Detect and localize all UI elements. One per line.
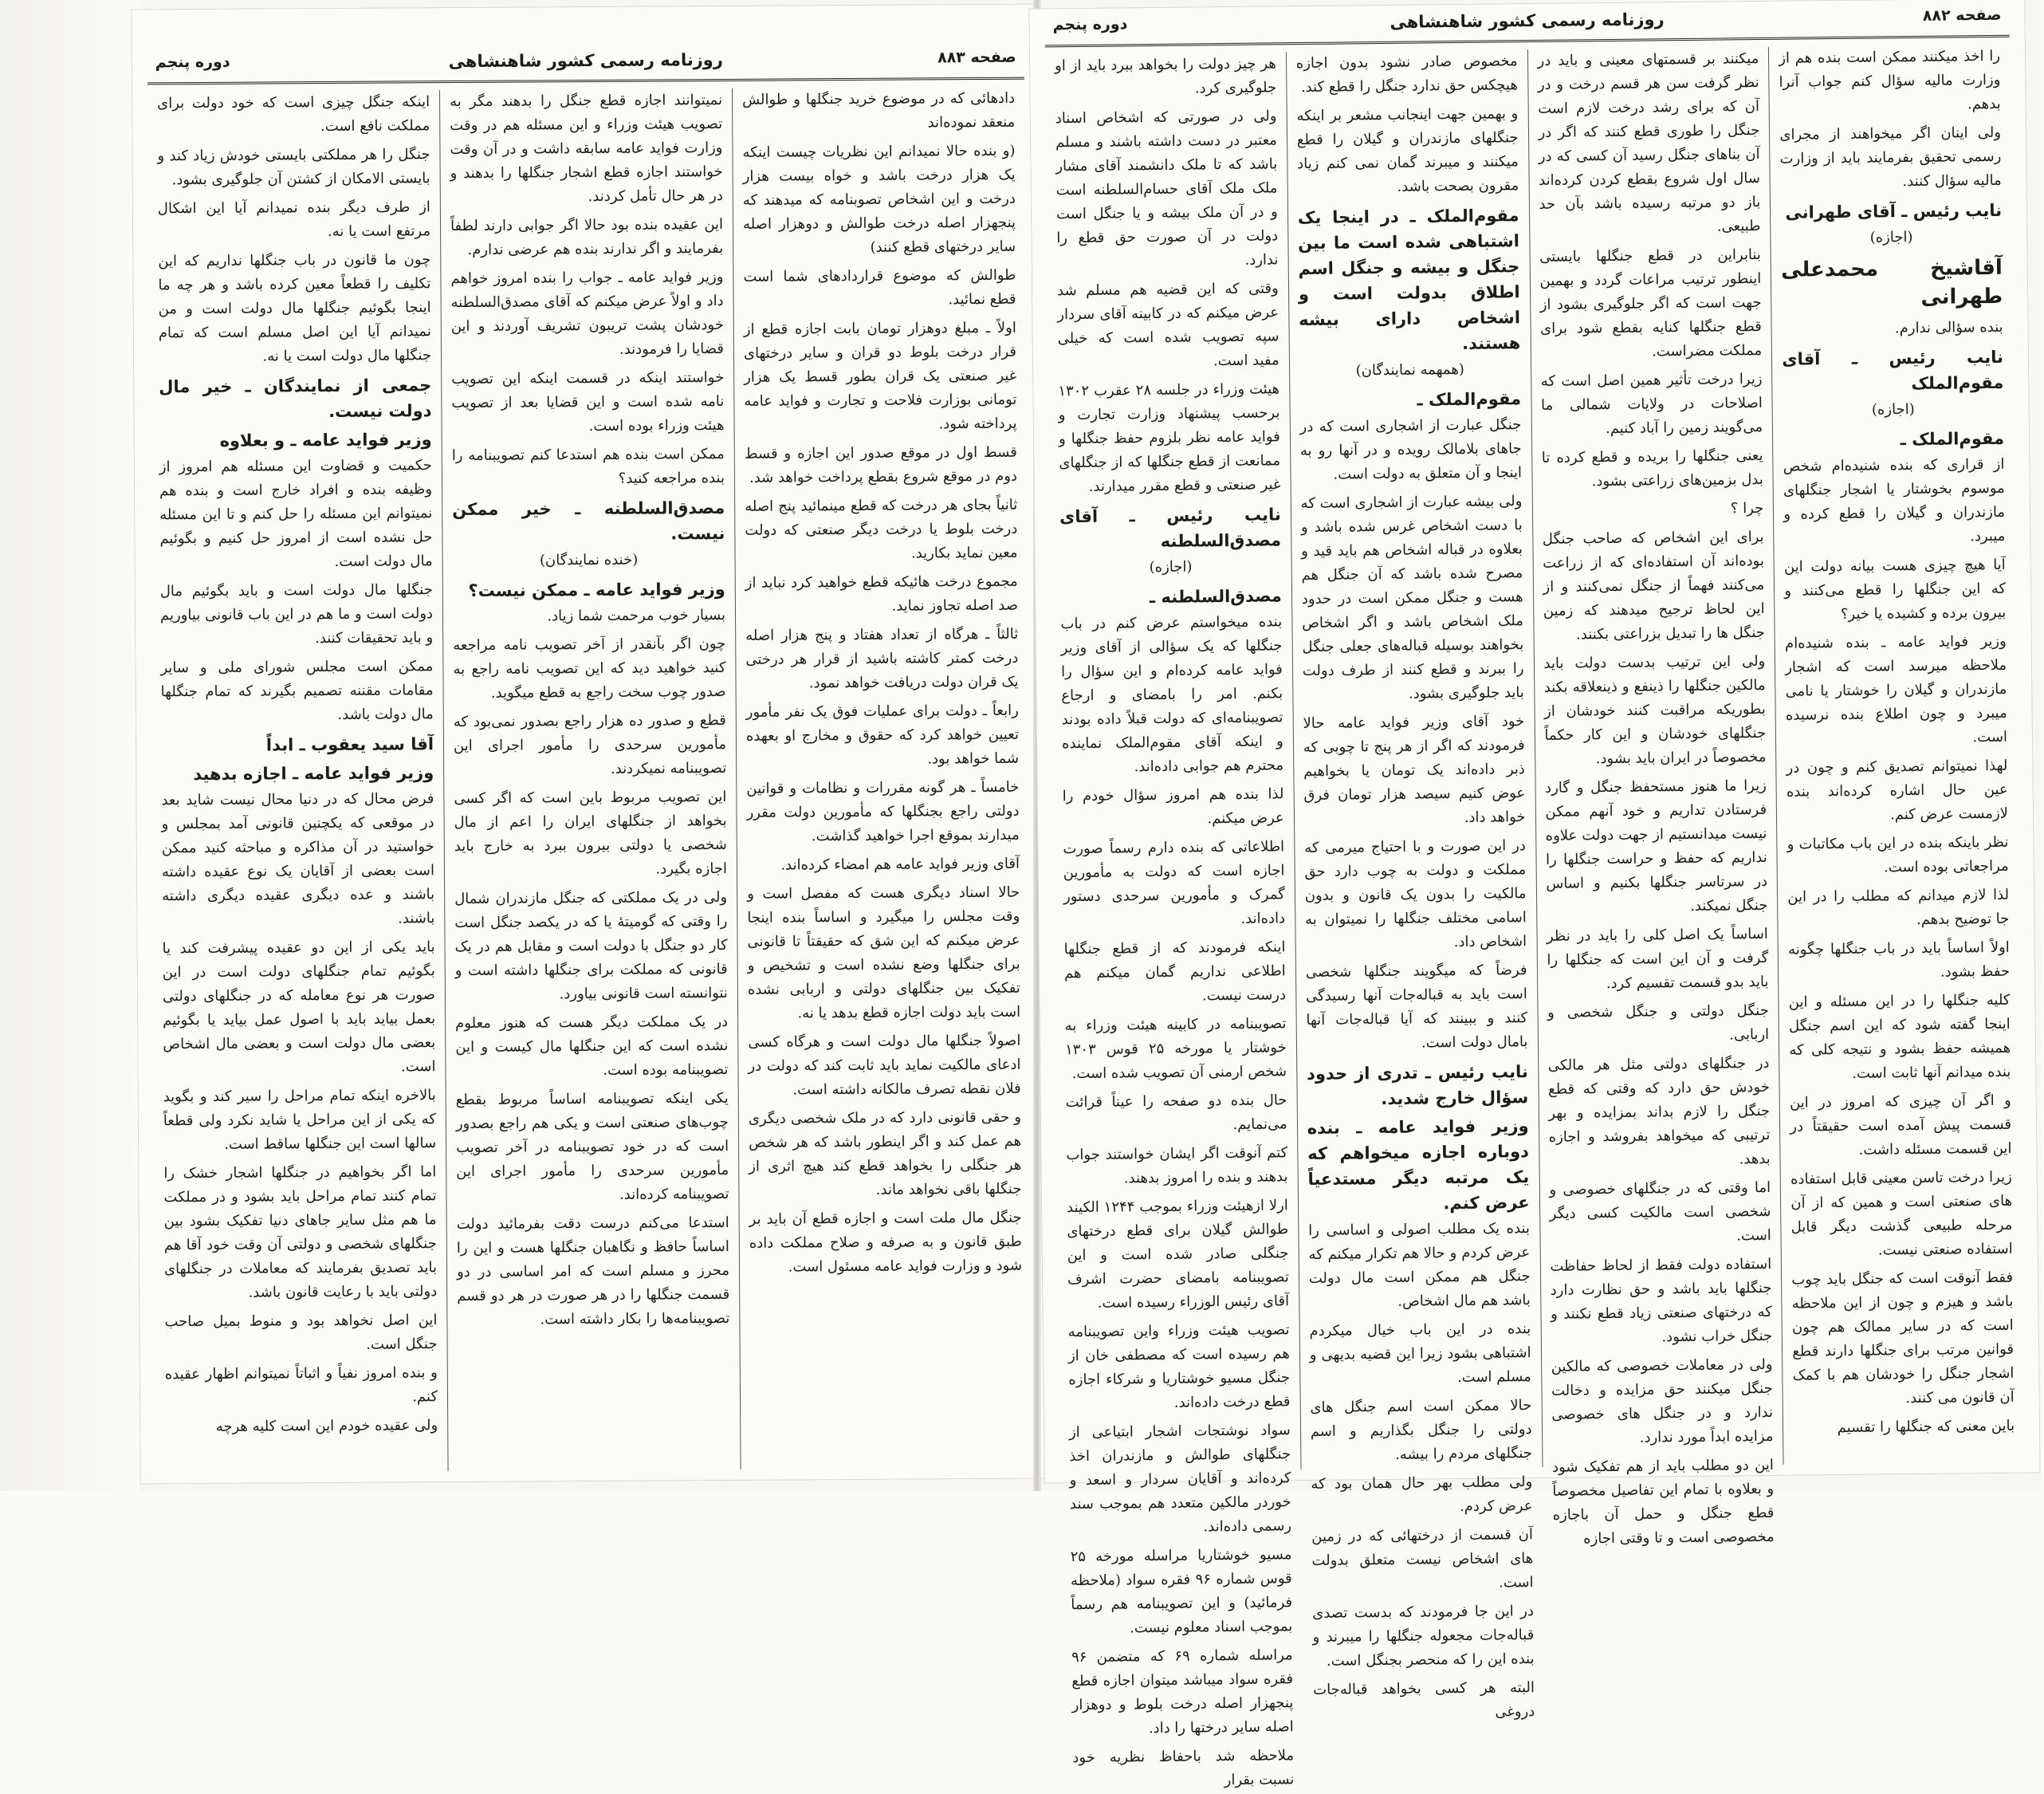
paragraph: حال بنده دو صفحه را عیناً قرائت می‌نمایم. xyxy=(1065,1092,1287,1133)
speaker-line: نایب رئیس ـ آقای طهرانی xyxy=(1785,200,2003,222)
speaker-line: آقا سید یعقوب ـ ابداً xyxy=(265,734,434,755)
paragraph: در یک مملکت دیگر هست که هنوز معلوم نشده است که این جنگلها مال کیست و این تصویبنامه بوده است. xyxy=(455,1013,729,1079)
paragraph: ولی اینان اگر میخواهند از مجرای رسمی تحقیق بفرمایند باید از وزارت مالیه سؤال کنند. xyxy=(1779,124,2002,191)
paragraph: هر چیز دولت را بخواهد ببرد باید از او جلوگیری کرد. xyxy=(1054,55,1277,97)
paragraph: سواد نوشتجات اشجار ابتیاعی از جنگلهای طوالش و مازندران اخذ کرده‌اند و آقایان سردار و اسعد و خوردر مالکین متعدد هم بموجب سند رسمی داده‌اند. xyxy=(1068,1422,1292,1536)
paragraph: اینکه فرمودند که از قطع جنگلها اطلاعی نداریم گمان میکنم هم درست نیست. xyxy=(1063,938,1287,1005)
speaker-heading: آقاشیخ محمدعلی طهرانی xyxy=(1780,255,2003,309)
paragraph: این اصل نخواهد بود و منوط بمیل صاحب جنگل است. xyxy=(164,1312,438,1353)
paragraph: دادهائی که در موضوع خرید جنگلها و طوالش منعقد نموده‌اند xyxy=(742,89,1016,132)
paragraph: بنده یک مطلب اصولی و اساسی را عرض کردم و حالا هم تکرار میکنم که جنگل هم ممکن است مال دولت باشد هم مال اشخاص. xyxy=(1308,1220,1531,1310)
paragraph: مسیو خوشتاریا مراسله مورخه ۲۵ قوس شماره ۹۶ فقره سواد (ملاحظه فرمائید) و این تصویبنامه هم رسماً بموجب اسناد معلوم نیست. xyxy=(1070,1546,1293,1637)
paragraph: مجموع درخت هائیکه قطع خواهید کرد نباید از صد اصله تجاوز نماید. xyxy=(745,572,1019,615)
paragraph: ممکن است بنده هم استدعا کنم تصویبنامه را بنده مراجعه کنید؟ xyxy=(451,445,725,487)
paragraph: ولی در معاملات خصوصی که مالکین جنگل میکنند حق مزایده و دخالت ندارد و در جنگل های خصوصی مزایده ابداً مورد ندارد. xyxy=(1551,1355,1774,1446)
paragraph: ولی این ترتیب بدست دولت باید مالکین جنگلها را ذینفع و ذینعلاقه بکند بطوریکه مراقبت کنند خودشان از جنگلهای خودشان و این کار حکماً مخصوصاً در ایران باید بشود. xyxy=(1543,652,1767,768)
speaker-line: وزیر فواید عامه ـ ممکن نیست؟ xyxy=(468,579,725,600)
term-label: دوره پنجم xyxy=(155,53,230,72)
right-page xyxy=(1028,0,2040,1789)
paragraph: برای این اشخاص که صاحب جنگل بوده‌اند آن استفاده‌ای که از زراعت می‌کنند فهماً از جنگل نمی‌کنند و از این لحاظ ترجیح میدهند که زمین جنگل ها را تبدیل بزراعتی بکنند. xyxy=(1542,528,1765,643)
paragraph: خامساً ـ هر گونه مقررات و نظامات و قوانین دولتی راجع بجنگلها که مأمورین دولت مقرر میدارند بموقع اجرا خواهید گذاشت. xyxy=(746,778,1020,845)
right-masthead xyxy=(1044,3,2009,48)
paragraph: اساساً یک اصل کلی را باید در نظر گرفت و آن این است که جنگلها را باید بدو قسمت تقسیم کرد. xyxy=(1546,925,1769,993)
paragraph: این تصویب مربوط باین است که اگر کسی بخواهد از جنگلهای ایران را اعم از مال شخصی یا دولتی بیرون ببرد به خارج باید اجازه بگیرد. xyxy=(454,788,728,878)
paragraph: ممکن است مجلس شورای ملی و سایر مقامات مقننه تصمیم بگیرند که تمام جنگلها مال دولت باشد. xyxy=(160,658,434,723)
page-number: صفحه ۸۸۲ xyxy=(1922,6,2002,25)
paragraph: زیرا ما هنوز مستحفظ جنگل و گارد فرستادن تداریم و خود آنهم ممکن نیست میدانستیم از جهت دولت علاوه نداریم که حفظ و حراست جنگلها را در سرتاسر جنگلها بکنیم و اساس جنگل نمیکند. xyxy=(1545,777,1768,915)
paragraph: بنده سؤالی ندارم. xyxy=(1894,318,2003,337)
paragraph: بنده میخواستم عرض کنم در باب جنگلها که یک سؤالی از آقای وزیر فواید عامه کرده‌ام و این سؤال را بکنم. امر را بامضای و ارجاع تصویبنامه‌ای که دولت قبلاً داده بودند و اینکه آقای مقوم‌الملک نماینده محترم هم جوابی داده‌اند. xyxy=(1060,613,1284,776)
speaker-line: جمعی از نمایندگان ـ خیر مال دولت نیست. xyxy=(159,376,432,421)
paragraph: جنگلها مال دولت است و باید بگوئیم مال دولت است و ما هم در این باب قانونی بیاوریم و باید تحقیقات کنند. xyxy=(159,581,434,647)
speaker-line: وزیر فواید عامه ـ اجازه بدهید xyxy=(193,763,434,785)
paragraph: یکی اینکه تصویبنامه اساساً مربوط بقطع چوب‌های صنعتی است و یکی هم راجع بصدور است که در خود تصویبنامه در آخر تصویب مأمورین سرحدی را مأمور اجرای این تصویبنامه کرده‌اند. xyxy=(455,1089,729,1203)
paragraph: هیئت وزراء در جلسه ۲۸ عقرب ۱۳۰۲ برحسب پیشنهاد وزارت تجارت و فواید عامه نظر بلزوم حفظ جنگلها و ممانعت از قطع جنگلها که از جنگلهای غیر صنعتی و قطع مقرر میدارند. xyxy=(1058,380,1281,495)
parenthetical-note: (اجازه) xyxy=(1149,558,1193,576)
page-number: صفحه ۸۸۳ xyxy=(937,48,1016,67)
paragraph: وقتی که این قضیه هم مسلم شد عرض میکنم که در کابینه آقای سردار سپه تصویب شده است که خیلی مفید است. xyxy=(1056,280,1279,370)
speaker-line: مصدق‌السلطنه ـ خیر ممکن نیست. xyxy=(452,498,725,544)
paragraph: فرضاً که میگویند جنگلها شخصی است باید به قباله‌جات آنها رسیدگی کنند و ببینند که آیا قباله‌جات آنها بامال دولت است. xyxy=(1305,962,1528,1052)
text-column xyxy=(1768,45,2024,1465)
paragraph: از طرف دیگر بنده نمیدانم آیا این اشکال مرتفع است یا نه. xyxy=(157,199,431,240)
paragraph: زیرا درخت تأثیر همین اصل است که اصلاحات در ولایات شمالی ما می‌گویند زمین را آباد کنیم. xyxy=(1540,370,1763,438)
paragraph: استفاده دولت فقط از لحاظ حفاظت جنگلها باید باشد و حق نظارت دارد که درختهای صنعتی زیاد قطع نکنند و جنگل خراب نشود. xyxy=(1550,1255,1773,1346)
paragraph: ثانیاً بجای هر درخت که قطع مینمائید پنج اصله درخت بلوط یا درخت دیگر صنعتی که دولت معین نماید بکارید. xyxy=(745,496,1018,562)
paragraph: این عقیده بنده بود حالا اگر جوابی دارند لطفاً بفرمایند و اگر ندارند بنده هم عرضی ندارم. xyxy=(450,215,724,258)
paragraph: مراسله شماره ۶۹ که متضمن ۹۶ فقره سواد میباشد میتوان اجازه قطع پنجهزار اصله درخت بلوط و دوهزار اصله سایر درختها را داد. xyxy=(1071,1646,1294,1737)
paragraph: و حقی قانونی دارد که در ملک شخصی دیگری هم عمل کند و اگر اینطور باشد که هر شخص هر جنگلی را بخواهد قطع کند هیچ اثری از جنگلها باقی نخواهد ماند. xyxy=(748,1108,1022,1198)
paragraph: وزیر فواید عامه ـ جواب را بنده امروز خواهم داد و اولاً عرض میکنم که آقای مصدق‌السلطنه خودشان پشت تریبون تشریف آوردند و این قضایا را فرمودند. xyxy=(450,268,725,358)
paragraph: ولی در یک مملکتی که جنگل مازندران شمال را وقتی که گومیتهٔ یا که در یکصد جنگل است کار دو جنگل با دولت است و مقابل هم در یک قانونی که مملکت برای جنگلها داشته است و نتوانسته است قانونی بیاورد. xyxy=(454,888,728,1003)
paragraph: چون ما قانون در باب جنگلها نداریم که این تکلیف را قطعاً معین کرده باشد و هر چه ما اینجا بگوئیم جنگلها مال دولت است و من نمیدانم آیا این اصل مسلم است که تمام جنگلها مال دولت است یا نه. xyxy=(158,251,432,365)
paragraph: وزیر فواید عامه ـ بنده شنیده‌ام ملاحظه میرسد است که اشجار مازندران و گیلان را خوشتار یا نامی میبرد و چون اطلاع بنده نرسیده است. xyxy=(1784,632,2008,746)
paragraph: رابعاً ـ دولت برای عملیات فوق یک نفر مأمور تعیین خواهد کرد که حقوق و مخارج او بعهده شما خواهد بود. xyxy=(745,702,1020,768)
term-label: دوره پنجم xyxy=(1052,15,1128,34)
paragraph: جنگل مال ملت است و اجازه قطع آن باید بر طبق قانون و به صرفه و صلاح مملکت داده شود و وزارت فواید عامه مسئول است. xyxy=(749,1209,1023,1276)
paragraph: خواستند اینکه در قسمت اینکه این تصویب نامه شده است و این قضایا بعد از تصویب هیئت وزراء بوده است. xyxy=(451,368,725,435)
paragraph: و اگر آن چیزی که امروز در این قسمت پیش آمده است حقیقتاً در این قسمت مسئله داشت. xyxy=(1789,1092,2012,1159)
paragraph: بنابراین در قطع جنگلها بایستی اینطور ترتیب مراعات گردد و بهمین جهت است که اگر جلوگیری بشود از قطع جنگلها کنایه بقطع شود برای مملکت مضراست. xyxy=(1539,246,1763,360)
left-masthead xyxy=(147,45,1024,85)
paragraph: آن قسمت از درختهائی که در زمین های اشخاص نیست متعلق بدولت است. xyxy=(1311,1526,1534,1591)
paragraph: جنگل را هر مملکتی بایستی خودش زیاد کند و بایستی الامکان از کشتن آن جلوگیری بشود. xyxy=(157,146,430,189)
paragraph: از قراری که بنده شنیده‌ام شخص موسوم بخوشتار یا اشجار جنگلهای مازندران و گیلان را قطع کرده و میبرد. xyxy=(1783,455,2006,545)
parenthetical-note: (اجازه) xyxy=(1869,228,1913,246)
paragraph: اما وقتی که در جنگلهای خصوصی و شخصی است مالکیت کسی دیگر است. xyxy=(1549,1178,1771,1245)
paragraph: آیا هیچ چیزی هست بیانه دولت این که این جنگلها را قطع می‌کنند و بیرون برده و کشیده یا خیر؟ xyxy=(1783,556,2007,623)
paragraph: ولی عقیده خودم این است کلیه هرچه xyxy=(215,1417,438,1435)
gazette-title: روزنامه رسمی کشور شاهنشاهی xyxy=(448,49,723,72)
paragraph: فرض محال که در دنیا محال نیست شاید بعد در موقعی که یکچنین قانونی آمد بمجلس و خواستید در آن مذاکره و مباحثه کنید ممکن است بعضی از آقایان یک نوع عقیده داشته باشند و عده دیگری عقیده دیگری داشته باشند. xyxy=(161,790,435,927)
paragraph: میکنند بر قسمتهای معینی و باید در نظر گرفت سن هر قسم درخت و در آن که برای رشد درخت لازم است جنگل را طوری قطع کنند که اگر در آن بناهای جنگل رسید آن کسی که در سال اول شروع بقطع کردن کرده‌اند باز دو مرتبه رسیده باشد بآن حد طبیعی. xyxy=(1537,50,1761,235)
paragraph: بنده در این باب خیال میکردم اشتباهی بشود زیرا این قضیه بدیهی و مسلم است. xyxy=(1309,1320,1531,1387)
paragraph: یعنی جنگلها را بریده و قطع کرده تا بدل بزمین‌های زراعتی بشود. xyxy=(1541,447,1763,490)
paragraph: باین معنی که جنگلها را تقسیم xyxy=(1837,1417,2015,1437)
paragraph: طوالش که موضوع قراردادهای شما است قطع نمائید. xyxy=(743,266,1016,309)
speaker-line: نایب رئیس ـ آقای مصدق‌السلطنه xyxy=(1059,505,1282,551)
paragraph: ولی در صورتی که اشخاص اسناد معتبر در دست داشته باشند و مسلم باشد که تا ملک دانشمند آقای مشار ملک ملک آقای حسام‌السلطنه است و در آن ملک بیشه و یا جنگل است دولت در آن صورت حق قطع را ندارد. xyxy=(1055,108,1279,269)
speaker-line: نایب رئیس ـ آقای مقوم‌الملک xyxy=(1782,347,2004,394)
paragraph: در این صورت و با احتیاج میرمی که مملکت و دولت به چوب دارد حق مالکیت را بدون یک قانون و بدون اسامی مختلف جنگلها را نمیتوان به اشخاص داد. xyxy=(1304,837,1527,951)
paragraph: اینکه جنگل چیزی است که خود دولت برای مملکت نافع است. xyxy=(157,93,430,136)
paragraph: نمیتوانند اجازه قطع جنگل را بدهند مگر به تصویب هیئت وزراء و این مسئله هم در وقت وزارت فواید عامه سابقه داشت و در آن وقت خواستند اجازه قطع اشجار جنگلها را بدهند و در هر حال تأمل کردند. xyxy=(450,91,723,206)
text-column xyxy=(439,89,741,1471)
paragraph: را اخذ میکنند ممکن است بنده هم از وزارت مالیه سؤال کنم جواب آنرا بدهم. xyxy=(1779,47,2001,113)
paragraph: نظر باینکه بنده در این باب مکاتبات و مراجعاتی بوده است. xyxy=(1787,833,2009,876)
paragraph: کتم آنوقت اگر ایشان خواستند جواب بدهند و بنده را امروز بدهند. xyxy=(1066,1144,1288,1187)
speaker-line: مقوم‌الملک ـ xyxy=(1900,428,2005,450)
left-columns xyxy=(147,87,1033,1473)
text-column xyxy=(147,90,448,1473)
paragraph: بالاخره اینکه تمام مراحل را سیر کند و بگوید که یکی از این مراحل یا شاید نکرد ولی قطعاً سالها است این جنگلها ساقط است. xyxy=(163,1087,437,1153)
paragraph: ملاحظه شد باحفاظ نظریه خود نسبت بقرار xyxy=(1072,1747,1295,1789)
left-page xyxy=(131,4,1048,1485)
text-column xyxy=(1527,47,1783,1548)
speaker-line: وزیر فواید عامه ـ بنده دوباره اجازه میخواهم که یک مرتبه دیگر مستدعیاً عرض کنم. xyxy=(1307,1116,1530,1214)
speaker-line: مقوم‌الملک ـ در اینجا یک اشتباهی شده است ما بین جنگل و بیشه و جنگل اسم اطلاق بدولت است و اشخاص دارای بیشه هستند. xyxy=(1297,206,1521,353)
text-column xyxy=(1045,52,1300,1789)
gazette-title: روزنامه رسمی کشور شاهنشاهی xyxy=(1390,10,1665,32)
paragraph: تصویبنامه در کابینه هیئت وزراء به خوشتار یا مورخه ۲۵ قوس ۱۳۰۳ شخص ارمنی آن تصویب شده است. xyxy=(1064,1015,1287,1083)
paragraph: ولی بیشه عبارت از اشجاری است که با دست اشخاص غرس شده باشد و بعلاوه در قباله اشخاص هم باید قید و مصرح شده باشد که آن جنگل هم هست و جنگل ممکن است در حدود ملک اشخاص باشد و اگر اشخاص بخواهند بوسیله قباله‌های جعلی جنگل را ببرند و قطع کنند از طرف دولت باید جلوگیری بشود. xyxy=(1300,493,1524,702)
parenthetical-note: (خنده نمایندگان) xyxy=(539,551,639,569)
paragraph: اصولاً جنگلها مال دولت است و هرگاه کسی ادعای مالکیت نماید باید ثابت کند که دولت در فلان نقطه تصرف مالکانه داشته است. xyxy=(748,1032,1021,1099)
paragraph: البته هر کسی بخواهد قباله‌جات دروغی xyxy=(1313,1679,1535,1721)
paragraph: مخصوص صادر نشود بدون اجازه هیچکس حق ندارد جنگل را قطع کند. xyxy=(1295,53,1518,96)
paragraph: حالا اسناد دیگری هست که مفصل است و وقت مجلس را میگیرد و اساساً بنده اینجا عرض میکنم که این شق که حقیقتاً تا قانونی برای جنگلها وضع نشده است و تشخیص و تفکیک بین جنگلهای دولتی و اربابی نشده است باید دولت اجازه قطع بدهد یا نه. xyxy=(747,883,1021,1022)
speaker-line: مصدق‌السلطنه ـ xyxy=(1149,586,1282,608)
paragraph: لهذا نمیتوانم تصدیق کنم و چون در عین حال اشاره کرده‌اند بنده لازمست عرض کنم. xyxy=(1786,757,2009,824)
text-column xyxy=(732,87,1033,1469)
parenthetical-note: (همهمه نمایندگان) xyxy=(1355,360,1464,380)
paragraph: بسیار خوب مرحمت شما زیاد. xyxy=(547,606,726,625)
paragraph: و بنده امروز نفیاً و اثباتاً نمیتوانم اظهار عقیده کنم. xyxy=(164,1364,438,1406)
speaker-line: نایب رئیس ـ تدری از حدود سؤال خارج شدید. xyxy=(1306,1062,1529,1109)
paragraph: خود آقای وزیر فواید عامه حالا فرمودند که اگر از هر پنج تا چوبی که ذبر داده‌اند یک تومان یا بخواهیم عوض کنیم سیصد هزار تومان فرق خواهد داد. xyxy=(1303,713,1526,826)
scan-margin xyxy=(0,0,140,1491)
paragraph: استدعا می‌کنم درست دقت بفرمائید دولت اساساً حافظ و نگاهبان جنگلها هست و این را محرز و مسلم است که امر اساسی در دو قسمت جنگلها را در هر صورت در هر دو قسم تصویبنامه‌ها را بکار داشته است. xyxy=(456,1214,730,1328)
paragraph: باید یکی از این دو عقیده پیشرفت کند یا بگوئیم تمام جنگلهای دولت است در این صورت هر نوع معامله که در جنگلهای دولتی بعمل بیاید باید با اصول عمل بیاید یا بگوئیم بعضی مال دولت است و بعضی مال اشخاص است. xyxy=(162,938,436,1076)
paragraph: کلیه جنگلها را در این مسئله و این اینجا گفته شود که این اسم جنگل همیشه حفظ بشود و نتیجه کلی که بنده میدانم آنها ثابت است. xyxy=(1788,991,2011,1082)
paragraph: اولاً اساساً باید در باب جنگلها چگونه حفظ بشود. xyxy=(1787,938,2011,981)
paragraph: تصویب هیئت وزراء واین تصویبنامه هم رسیده است که مصطفی خان از جنگل مسیو خوشتاریا و شرکاء اجازه قطع درخت داده‌اند. xyxy=(1067,1321,1291,1411)
paragraph: ارلا ازهیئت وزراء بموجب ۱۲۴۴ الکیند طوالش گیلان برای قطع درختهای جنگلی صادر شده است و این تصویبنامه بامضای حضرت اشرف آقای رئیس الوزراء رسیده است. xyxy=(1066,1197,1290,1312)
paragraph: در این جا فرمودند که بدست تصدی قباله‌جات مجعوله جنگلها را میبرند و بنده این را که منحصر بجنگل است. xyxy=(1312,1603,1535,1670)
paragraph: چون اگر بآنقدر از آخر تصویب نامه مراجعه کنید خواهید دید که این تصویب نامه راجع به صدور چوب سخت راجع به قطع میگوید. xyxy=(453,635,726,702)
paragraph: اطلاعاتی که بنده دارم رسماً صورت اجازه است که دولت به مأمورین گمرک و مأمورین سرحدی دستور داده‌اند. xyxy=(1063,838,1286,927)
paragraph: و بهمین جهت اینجانب مشعر بر اینکه جنگلهای مازندران و گیلان را قطع میکنند و میبرند گمان نمی کنم زیاد مقرون بصحت باشد. xyxy=(1296,105,1519,195)
parenthetical-note: (اجازه) xyxy=(1871,400,1915,419)
paragraph: زیرا درخت تاسن معینی قابل استفاده های صنعتی است و همین که از آن مرحله طبیعی گذشت دیگر قابل استفاده صنعتی نیست. xyxy=(1790,1168,2013,1259)
paragraph: جنگل عبارت از اشجاری است که در جاهای بلامالک رویده و در آنها رو به اینجا و آن متعلق به دولت است. xyxy=(1299,416,1523,483)
right-columns xyxy=(1045,45,2025,1789)
paragraph: لذا لازم میدانم که مطلب را در این جا توضیح بدهم. xyxy=(1787,886,2010,928)
paragraph: جنگل دولتی و جنگل شخصی و اربابی. xyxy=(1547,1001,1770,1044)
text-column xyxy=(1286,49,1542,1721)
paragraph: حالا ممکن است اسم جنگل های دولتی را جنگل بگذاریم و اسم جنگلهای مردم را بیشه. xyxy=(1310,1397,1532,1463)
paragraph: اما اگر بخواهیم در جنگلها اشجار خشک را تمام کنند تمام مراحل باید بشود و در مملکت ما هم مثل سایر جاهای دنیا تفکیک بشود بین جنگلهای شخصی و دولتی آن وقت خود آقا هم باید تصدیق بفرمایند که معاملات در جنگلهای دولتی باید با رعایت قانون باشد. xyxy=(163,1163,438,1301)
paragraph: آقای وزیر فواید عامه هم امضاء کرده‌اند. xyxy=(780,855,1020,874)
speaker-line: مقوم‌الملک ـ xyxy=(1417,389,1522,410)
paragraph: این دو مطلب باید از هم تفکیک شود و بعلاوه با تمام این تفاصیل مخصوصاً قطع جنگل و حمل آن باجازه مخصوصی است و تا وقتی اجازه xyxy=(1551,1456,1775,1548)
paragraph: قسط اول در موقع صدور این اجازه و قسط دوم در موقع شروع بقطع پرداخت خواهد شد. xyxy=(744,443,1018,486)
paragraph: لذا بنده هم امروز سؤال خودم را عرض میکنم. xyxy=(1062,785,1284,828)
paragraph: قطع و صدور ده هزار راجع بصدور نمی‌بود که مأمورین سرحدی را مأمور اجرای این تصویبنامه نمیکردند. xyxy=(453,711,727,777)
paragraph: در جنگلهای دولتی مثل هر مالکی خودش حق دارد که وقتی که قطع جنگل را لازم بداند بمزایده و بهر ترتیبی که میخواهد بفروشد و اجازه بدهد. xyxy=(1547,1054,1771,1168)
paragraph: ثالثاً ـ هرگاه از تعداد هفتاد و پنج هزار اصله درخت کمتر کاشته باشید از قرار هر درختی یک قران دولت دریافت خواهد نمود. xyxy=(745,625,1019,692)
paragraph: حکمیت و قضاوت این مسئله هم امروز از وظیفه بنده و افراد خارج است و بنده هم نمیتوانم این مسئله را حل کنم و تا این مسئله حل نشده است از امروز حل کنیم و بگوئیم مال دولت است. xyxy=(159,457,433,570)
paragraph: فقط آنوقت است که جنگل باید چوب باشد و هیزم و چون از این ملاحظه است که در سایر ممالک هم چون قوانین مرتب برای جنگلها دارند قطع اشجار جنگل را خودشان هم با کمک آن قانون می کنند. xyxy=(1791,1269,2015,1407)
paragraph: (و بنده حالا نمیدانم این نظریات چیست اینکه یک هزار درخت باشد و خواه بیست هزار درخت و این اشخاص تصوبنامه که میدهند که پنجهزار اصله درخت طوالش و دوهزار اصله سایر درختهای قطع کنند) xyxy=(742,142,1016,256)
paragraph: ولی مطلب بهر حال همان بود که عرض کردم. xyxy=(1311,1473,1533,1516)
paragraph: چرا ؟ xyxy=(1730,499,1764,517)
paragraph: اولاً ـ مبلغ دوهزار تومان بابت اجازه قطع از قرار درخت بلوط دو قران و سایر درختهای غیر صنعتی یک قران بطور قسط یک هزار تومانی بوزارت فلاحت و تجارت و فواید عامه پرداخته شود. xyxy=(743,319,1017,433)
speaker-line: وزیر فواید عامه ـ و بعلاوه xyxy=(219,430,432,450)
